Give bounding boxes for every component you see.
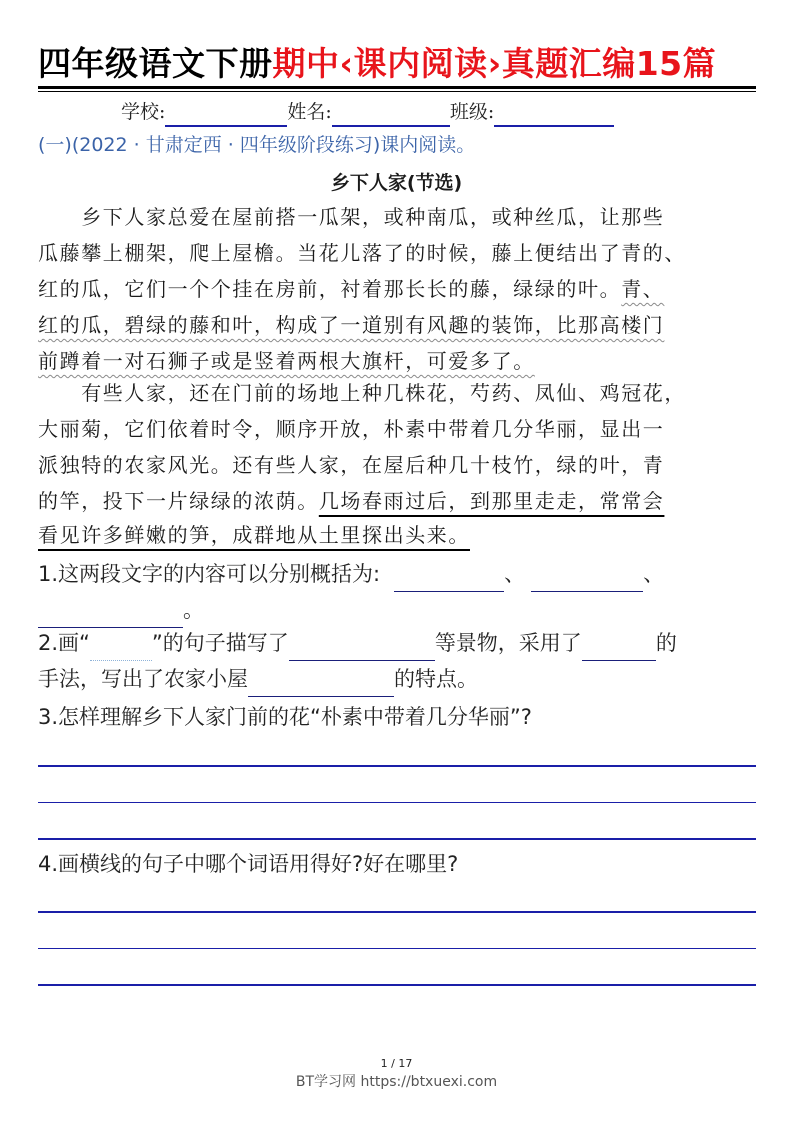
q2-answer-blank-3[interactable] — [248, 670, 394, 697]
q4-answer-line-2[interactable] — [38, 948, 756, 949]
wavy-line-sample — [90, 634, 152, 661]
question-2-cont — [38, 661, 478, 697]
passage-line-1 — [38, 199, 763, 235]
student-info-row — [121, 97, 614, 127]
underlined-sentence: 看见许多鲜嫩的笋，成群地从土里探出头来。 — [38, 523, 470, 547]
period: 。 — [183, 598, 204, 622]
school-field[interactable] — [165, 103, 287, 127]
question-2-prefix: 2.画“ — [38, 631, 90, 655]
question-4 — [38, 846, 458, 882]
q1-answer-blank-1[interactable] — [394, 565, 504, 592]
wavy-underlined-text: 红的瓜，碧绿的藤和叶，构成了一道别有风趣的装饰，比那高楼门 — [38, 313, 665, 337]
q2-answer-blank-1[interactable] — [289, 634, 435, 661]
question-1 — [38, 556, 664, 592]
passage-line-10 — [38, 517, 763, 553]
question-2-after-blank2: 的 — [655, 631, 677, 655]
q4-answer-line-3[interactable] — [38, 984, 756, 986]
question-2-after-blank1: 等景物，采用了 — [434, 631, 582, 655]
section-heading: (一)(2022 · 甘肃定西 · 四年级阶段练习)课内阅读。 — [38, 134, 476, 156]
passage-text: 的竿，投下一片绿绿的浓荫。 — [38, 489, 319, 513]
q1-answer-blank-3[interactable] — [38, 601, 183, 628]
passage-text: 红的瓜，它们一个个挂在房前，衬着那长长的藤，绿绿的叶。 — [38, 277, 622, 301]
wavy-underlined-text: 前蹲着一对石狮子或是竖着两根大旗杆，可爱多了。 — [38, 349, 535, 373]
passage-line-7 — [38, 411, 763, 447]
q3-answer-line-1[interactable] — [38, 765, 756, 767]
q3-answer-line-2[interactable] — [38, 802, 756, 803]
passage-title: 乡下人家(节选) — [330, 172, 463, 194]
passage-line-9 — [38, 483, 763, 519]
q1-answer-blank-2[interactable] — [531, 565, 643, 592]
question-3 — [38, 699, 532, 735]
question-3-text: 3.怎样理解乡下人家门前的花“朴素中带着几分华丽”? — [38, 705, 532, 729]
passage-line-5 — [38, 343, 763, 379]
q4-answer-line-1[interactable] — [38, 911, 756, 913]
passage-text: 大丽菊，它们依着时令，顺序开放，朴素中带着几分华丽，显出一 — [38, 417, 665, 441]
question-2-mid: ”的句子描写了 — [151, 631, 289, 655]
passage-text: 乡下人家总爱在屋前搭一瓜架，或种南瓜，或种丝瓜，让那些 — [38, 205, 665, 229]
passage-line-3 — [38, 271, 763, 307]
title-divider-thin — [38, 91, 756, 92]
question-2 — [38, 625, 677, 661]
school-label: 学校: — [121, 101, 166, 123]
separator: 、 — [643, 562, 665, 586]
wavy-underlined-text: 青、 — [621, 277, 665, 301]
separator: 、 — [504, 562, 526, 586]
passage-line-6 — [38, 375, 763, 411]
underlined-sentence: 几场春雨过后，到那里走走，常常会 — [318, 489, 665, 513]
title-divider-thick — [38, 86, 756, 89]
q3-answer-line-3[interactable] — [38, 838, 756, 840]
page-indicator: 1 / 17 — [380, 1057, 413, 1070]
passage-text: 有些人家，还在门前的场地上种几株花，芍药、凤仙、鸡冠花， — [38, 381, 686, 405]
title-red-part: 期中‹课内阅读›真题汇编15篇 — [272, 44, 717, 83]
name-label: 姓名: — [287, 101, 332, 123]
q2-answer-blank-2[interactable] — [582, 634, 656, 661]
title-black-part: 四年级语文下册 — [38, 44, 273, 83]
passage-text: 瓜藤攀上棚架，爬上屋檐。当花儿落了的时候，藤上便结出了青的、 — [38, 241, 686, 265]
question-1-cont — [38, 592, 204, 628]
name-field[interactable] — [332, 103, 450, 127]
footer-site-link[interactable]: BT学习网 https://btxuexi.com — [295, 1074, 498, 1090]
passage-line-8 — [38, 447, 763, 483]
passage-text: 派独特的农家风光。还有些人家，在屋后种几十枝竹，绿的叶，青 — [38, 453, 665, 477]
question-4-text: 4.画横线的句子中哪个词语用得好?好在哪里? — [38, 852, 459, 876]
passage-line-2 — [38, 235, 763, 271]
question-1-text: 1.这两段文字的内容可以分别概括为: — [38, 562, 381, 586]
class-field[interactable] — [494, 103, 614, 127]
page-title — [38, 42, 758, 86]
question-2-line2-suffix: 的特点。 — [394, 667, 478, 691]
passage-line-4 — [38, 307, 763, 343]
class-label: 班级: — [449, 101, 495, 123]
question-2-line2-prefix: 手法，写出了农家小屋 — [38, 667, 248, 691]
